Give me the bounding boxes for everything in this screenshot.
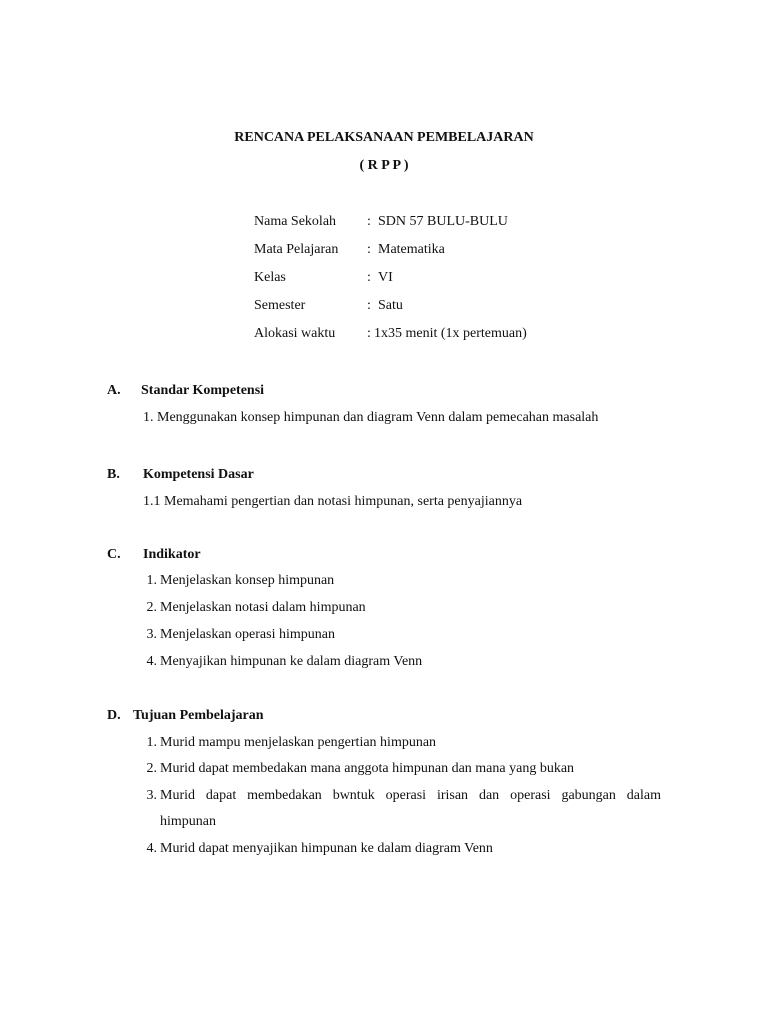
- list-item: Menyajikan himpunan ke dalam diagram Venn: [160, 654, 423, 669]
- section-b-text: 1.1 Memahami pengertian dan notasi himpunan, serta penyajiannya: [143, 494, 523, 509]
- info-colon: :: [367, 326, 371, 341]
- section-a-text: 1. Menggunakan konsep himpunan dan diagram Venn dalam pemecahan masalah: [143, 410, 599, 425]
- info-label-subject: Mata Pelajaran: [254, 242, 339, 257]
- list-item-number: 2.: [146, 600, 157, 615]
- info-value-time: 1x35 menit (1x pertemuan): [374, 326, 527, 341]
- info-value-school: SDN 57 BULU-BULU: [378, 214, 508, 229]
- info-label-class: Kelas: [254, 270, 286, 285]
- list-item-number: 3.: [146, 788, 157, 803]
- list-item-number: 4.: [146, 841, 157, 856]
- info-value-semester: Satu: [378, 298, 403, 313]
- info-label-time: Alokasi waktu: [254, 326, 336, 341]
- section-d-heading: Tujuan Pembelajaran: [133, 708, 264, 723]
- document-subtitle: ( R P P ): [359, 158, 409, 173]
- list-item: Murid mampu menjelaskan pengertian himpunan: [160, 735, 437, 750]
- list-item: Murid dapat membedakan bwntuk operasi irisan dan operasi gabungan dalam: [160, 788, 661, 803]
- info-colon: :: [367, 242, 371, 257]
- list-item: Murid dapat membedakan mana anggota himpunan dan mana yang bukan: [160, 761, 575, 776]
- list-item: Menjelaskan notasi dalam himpunan: [160, 600, 366, 615]
- list-item: Menjelaskan konsep himpunan: [160, 573, 335, 588]
- section-a-heading: Standar Kompetensi: [141, 383, 265, 398]
- list-item-number: 1.: [146, 573, 157, 588]
- info-value-subject: Matematika: [378, 242, 445, 257]
- section-b-letter: B.: [107, 467, 120, 482]
- list-item: Murid dapat menyajikan himpunan ke dalam diagram Venn: [160, 841, 493, 856]
- list-item-continuation: himpunan: [160, 814, 216, 829]
- section-d-letter: D.: [107, 708, 121, 723]
- list-item-number: 1.: [146, 735, 157, 750]
- info-value-class: VI: [378, 270, 393, 285]
- section-a-letter: A.: [107, 383, 121, 398]
- document-title: RENCANA PELAKSANAAN PEMBELAJARAN: [234, 130, 534, 145]
- list-item-number: 3.: [146, 627, 157, 642]
- section-c-heading: Indikator: [143, 547, 201, 562]
- info-colon: :: [367, 298, 371, 313]
- info-label-school: Nama Sekolah: [254, 214, 337, 229]
- section-b-heading: Kompetensi Dasar: [143, 467, 254, 482]
- info-colon: :: [367, 214, 371, 229]
- info-colon: :: [367, 270, 371, 285]
- list-item: Menjelaskan operasi himpunan: [160, 627, 335, 642]
- list-item-number: 4.: [146, 654, 157, 669]
- section-c-letter: C.: [107, 547, 121, 562]
- info-label-semester: Semester: [254, 298, 306, 313]
- list-item-number: 2.: [146, 761, 157, 776]
